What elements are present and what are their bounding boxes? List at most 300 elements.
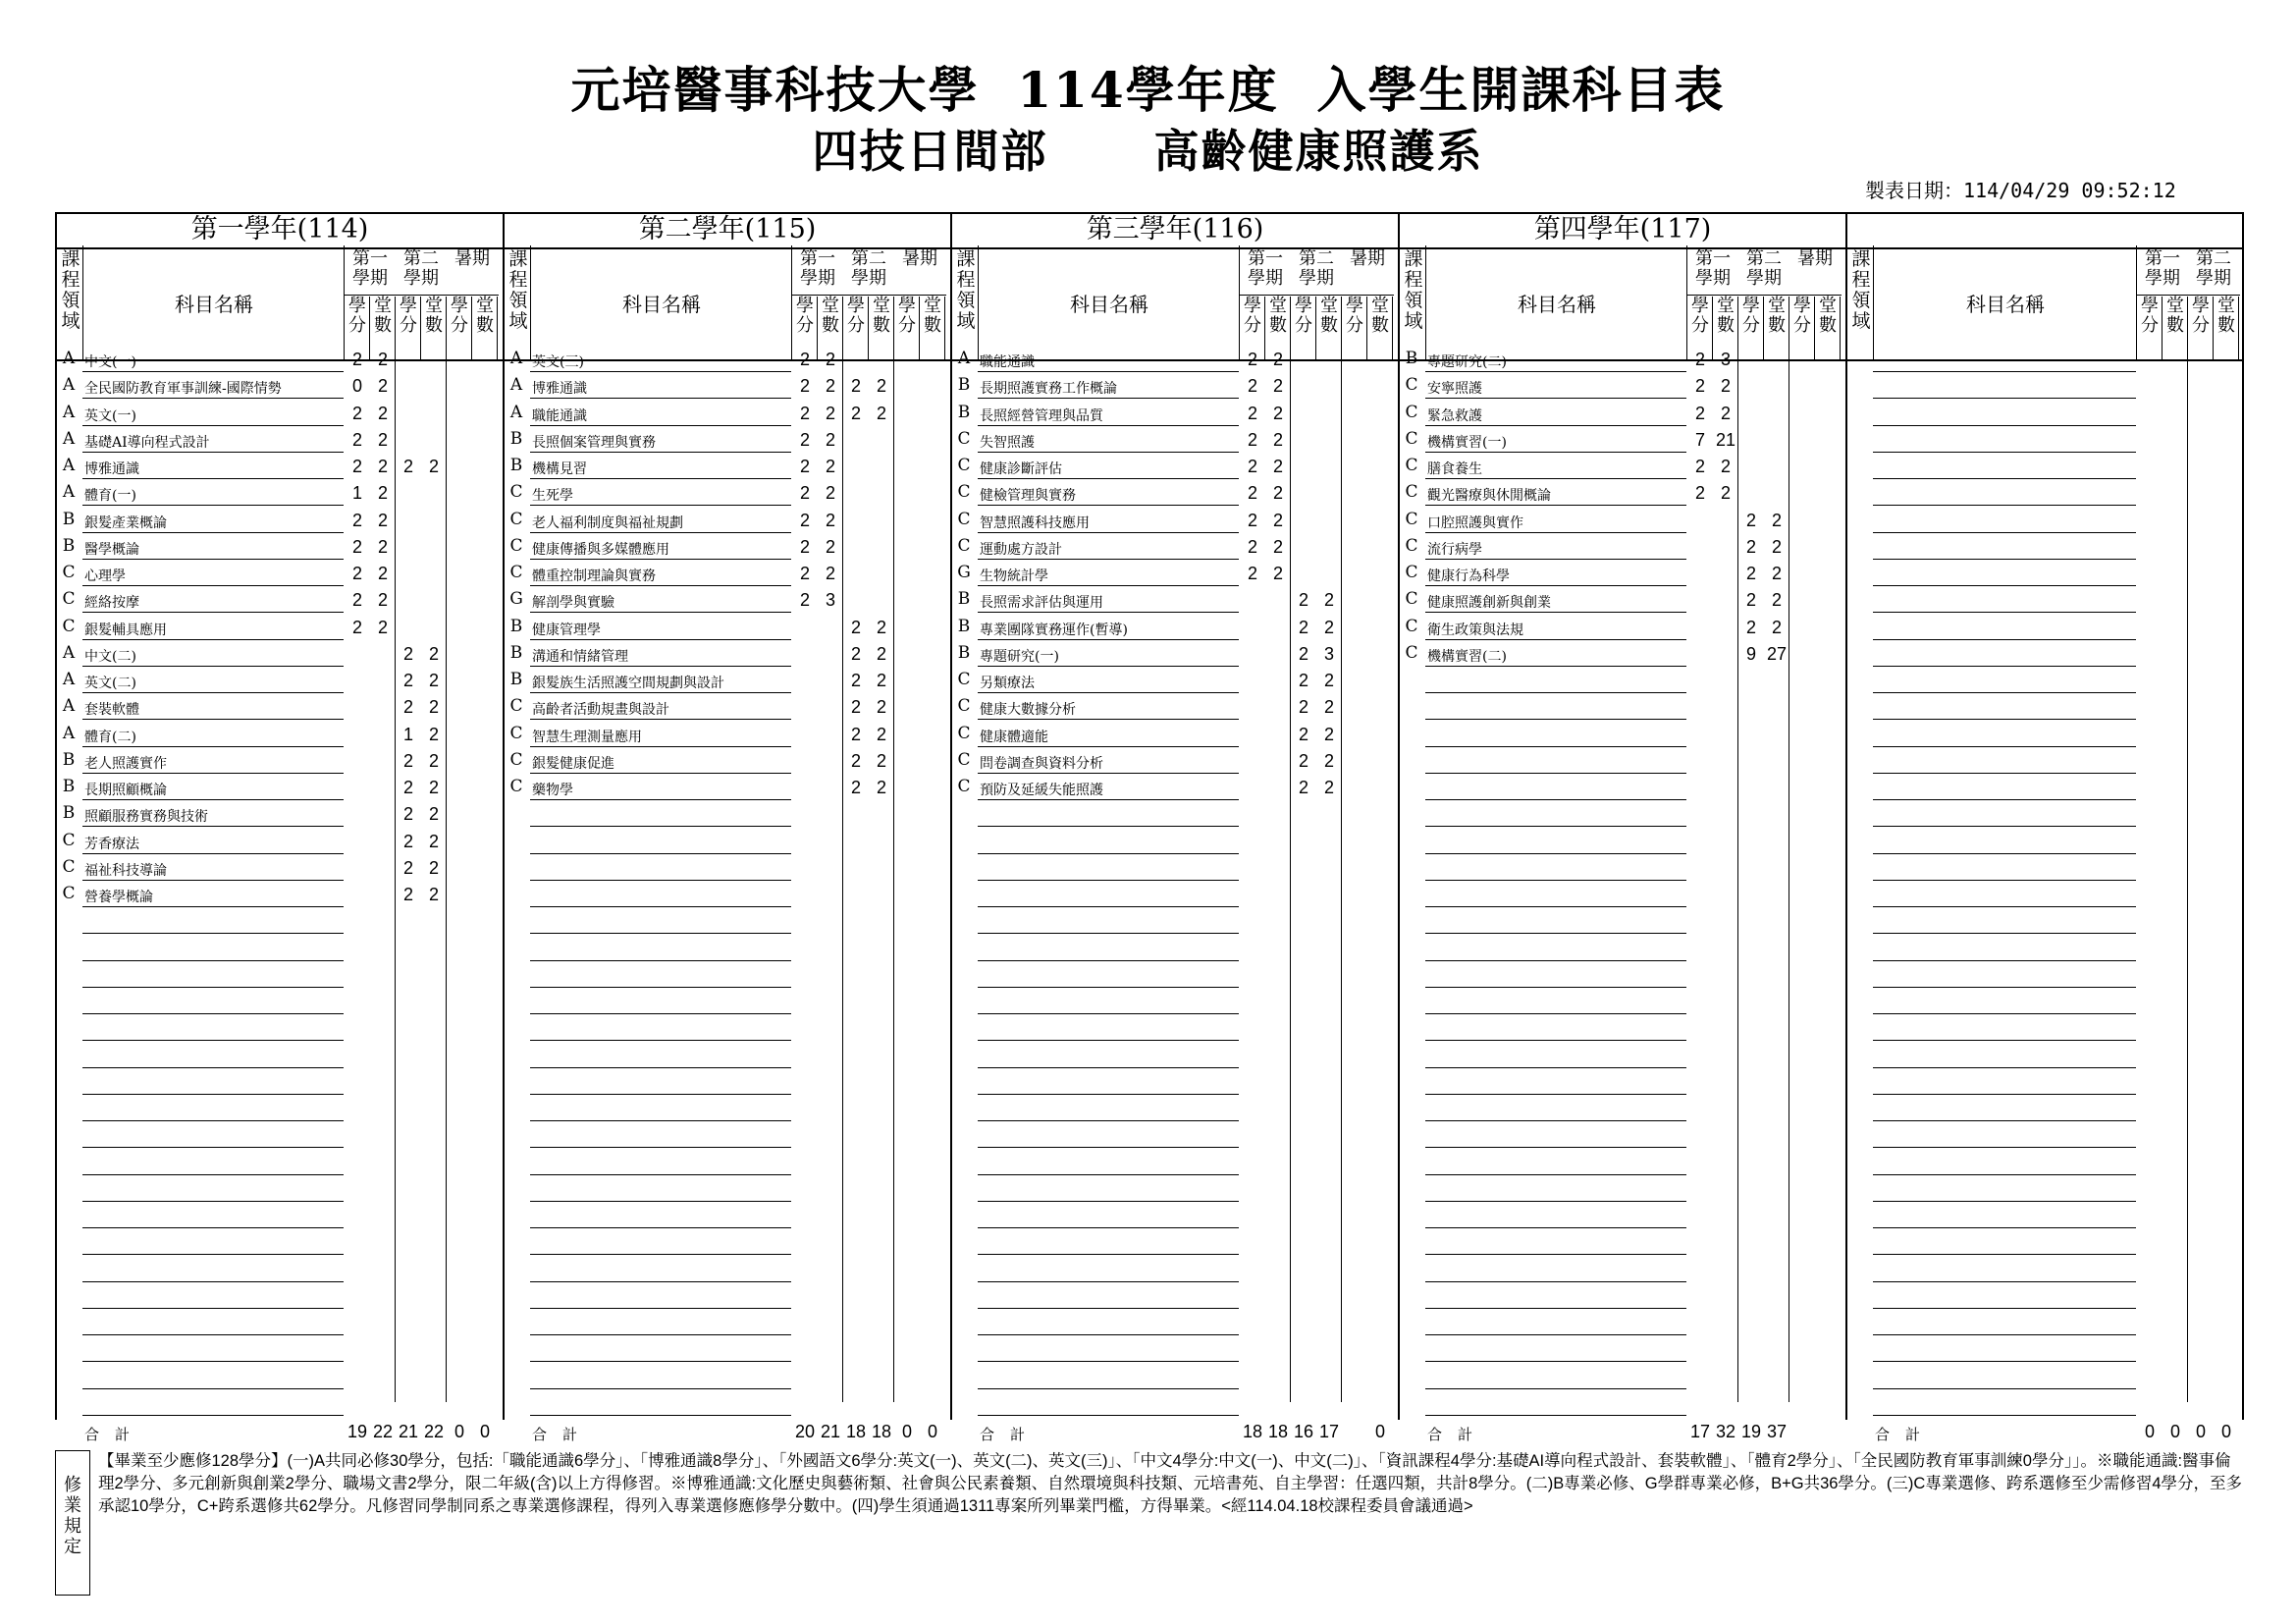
unit-header: 學 分 bbox=[1244, 296, 1261, 336]
course-domain: A bbox=[62, 723, 76, 743]
course-domain: C bbox=[62, 856, 76, 877]
course-value: 2 bbox=[428, 724, 439, 744]
table-row bbox=[952, 828, 1239, 854]
table-row bbox=[57, 961, 344, 988]
course-value: 2 bbox=[1247, 350, 1257, 369]
course-value: 2 bbox=[876, 671, 886, 690]
semester-header: 第一 學期 bbox=[352, 248, 388, 289]
total-row bbox=[57, 1418, 490, 1444]
course-value: 2 bbox=[850, 750, 861, 771]
course-name: 生物統計學 bbox=[980, 568, 1048, 584]
course-value: 2 bbox=[351, 403, 362, 423]
course-value: 2 bbox=[1745, 617, 1756, 637]
year-block bbox=[1398, 212, 1845, 1443]
table-row bbox=[57, 1121, 344, 1148]
table-row bbox=[57, 372, 388, 399]
table-row bbox=[1847, 693, 2136, 720]
course-domain: B bbox=[62, 509, 76, 529]
course-value: 2 bbox=[1720, 457, 1731, 476]
course-domain: C bbox=[62, 830, 76, 850]
table-row bbox=[1400, 614, 1782, 640]
total-value: 16 bbox=[1293, 1422, 1314, 1441]
course-value: 2 bbox=[1720, 483, 1731, 504]
unit-header: 學 分 bbox=[451, 296, 468, 336]
year-block bbox=[950, 212, 1398, 1443]
course-value: 2 bbox=[1298, 750, 1308, 771]
unit-divider bbox=[395, 361, 396, 1402]
domain-header: 課 程 領 域 bbox=[508, 248, 528, 332]
semester-header: 第一 學期 bbox=[1248, 248, 1283, 289]
year-header bbox=[1847, 212, 2242, 249]
table-row bbox=[505, 1202, 791, 1228]
course-value: 2 bbox=[351, 510, 362, 530]
course-domain: A bbox=[62, 696, 76, 717]
course-name: 博雅通識 bbox=[84, 461, 139, 477]
column-divider bbox=[944, 297, 945, 361]
course-domain: A bbox=[62, 482, 76, 503]
table-row bbox=[1400, 721, 1686, 747]
column-divider bbox=[1814, 297, 1815, 361]
course-domain: C bbox=[509, 749, 523, 770]
course-value: 2 bbox=[1771, 510, 1782, 530]
total-value: 0 bbox=[454, 1422, 464, 1441]
column-divider bbox=[978, 245, 979, 361]
course-domain: C bbox=[509, 482, 523, 503]
table-row bbox=[952, 1282, 1239, 1309]
table-row bbox=[952, 988, 1239, 1014]
course-value: 2 bbox=[377, 457, 388, 476]
table-row bbox=[952, 1256, 1239, 1282]
table-row bbox=[505, 614, 886, 640]
course-value: 2 bbox=[1720, 403, 1731, 423]
course-value: 2 bbox=[799, 483, 810, 504]
course-name: 健康診斷評估 bbox=[980, 461, 1062, 477]
course-name: 健康傳播與多媒體應用 bbox=[532, 541, 669, 558]
table-row bbox=[1847, 907, 2136, 934]
unit-header: 堂 數 bbox=[425, 296, 443, 336]
course-name: 解剖學與實驗 bbox=[532, 595, 614, 612]
table-row bbox=[57, 1335, 344, 1362]
course-value: 2 bbox=[428, 804, 439, 825]
table-row bbox=[1847, 1068, 2136, 1095]
course-value: 2 bbox=[377, 510, 388, 530]
column-divider bbox=[1763, 297, 1764, 361]
table-row bbox=[1400, 507, 1782, 533]
column-divider bbox=[82, 245, 83, 361]
course-value: 27 bbox=[1766, 643, 1788, 664]
course-name: 中文(一) bbox=[84, 354, 136, 370]
table-row bbox=[57, 1095, 344, 1121]
course-domain: C bbox=[509, 535, 523, 556]
table-row bbox=[1400, 1309, 1686, 1335]
course-name: 智慧生理測量應用 bbox=[532, 729, 642, 745]
course-name: 英文(二) bbox=[84, 676, 136, 691]
table-row bbox=[952, 854, 1239, 881]
course-value: 2 bbox=[1771, 617, 1782, 637]
table-row bbox=[57, 747, 439, 774]
table-row bbox=[1847, 507, 2136, 533]
table-row bbox=[57, 586, 388, 613]
course-value: 2 bbox=[825, 429, 835, 450]
course-name: 失智照護 bbox=[980, 434, 1035, 451]
course-value: 2 bbox=[1694, 376, 1705, 397]
table-row bbox=[1847, 586, 2136, 613]
course-value: 2 bbox=[1745, 536, 1756, 557]
table-row bbox=[1847, 800, 2136, 827]
course-name: 老人照護實作 bbox=[84, 755, 167, 772]
course-name: 照顧服務實務與技術 bbox=[84, 809, 208, 826]
course-value: 2 bbox=[1298, 671, 1308, 690]
column-divider bbox=[420, 297, 421, 361]
table-row bbox=[952, 346, 1283, 372]
table-row bbox=[505, 507, 835, 533]
course-value: 21 bbox=[1715, 429, 1736, 450]
course-domain: B bbox=[957, 402, 971, 422]
course-value: 2 bbox=[1298, 724, 1308, 744]
total-value: 18 bbox=[845, 1422, 867, 1441]
course-value: 2 bbox=[402, 857, 413, 878]
course-value: 2 bbox=[1745, 510, 1756, 530]
unit-header: 學 分 bbox=[2141, 296, 2159, 336]
course-domain: B bbox=[509, 670, 523, 689]
column-divider bbox=[1290, 297, 1291, 361]
column-divider bbox=[1737, 297, 1738, 361]
column-divider bbox=[1239, 245, 1240, 361]
column-divider bbox=[919, 297, 920, 361]
column-divider bbox=[497, 297, 498, 361]
semester-header: 暑期 bbox=[1350, 248, 1385, 269]
course-value: 2 bbox=[1720, 376, 1731, 397]
course-name: 智慧照護科技應用 bbox=[980, 514, 1090, 531]
course-value: 2 bbox=[402, 643, 413, 664]
unit-divider bbox=[2187, 361, 2188, 1402]
row-underline bbox=[978, 1415, 1239, 1416]
table-row bbox=[1847, 1363, 2136, 1389]
table-row bbox=[1400, 400, 1731, 426]
total-value: 22 bbox=[423, 1422, 445, 1441]
course-domain: C bbox=[1405, 402, 1418, 422]
course-value: 2 bbox=[1298, 643, 1308, 664]
table-row bbox=[952, 400, 1283, 426]
course-value: 2 bbox=[377, 350, 388, 369]
course-value: 2 bbox=[377, 483, 388, 504]
unit-header: 學 分 bbox=[847, 296, 865, 336]
course-value: 2 bbox=[876, 750, 886, 771]
table-row bbox=[1400, 1014, 1686, 1041]
table-row bbox=[57, 1202, 344, 1228]
semester-header: 第一 學期 bbox=[2145, 248, 2180, 289]
table-row bbox=[57, 693, 439, 720]
table-row bbox=[952, 935, 1239, 961]
course-domain: B bbox=[957, 375, 971, 396]
table-row bbox=[1400, 854, 1686, 881]
table-row bbox=[1847, 828, 2136, 854]
page-title: 元培醫事科技大學 114學年度 入學生開課科目表 bbox=[570, 61, 1726, 119]
course-name: 緊急救護 bbox=[1427, 407, 1482, 424]
course-domain: C bbox=[62, 589, 76, 610]
unit-header: 堂 數 bbox=[1819, 296, 1837, 336]
table-row bbox=[57, 1042, 344, 1068]
course-value: 2 bbox=[1771, 536, 1782, 557]
course-domain: B bbox=[62, 535, 76, 556]
table-row bbox=[952, 614, 1334, 640]
course-value: 2 bbox=[1745, 564, 1756, 583]
total-value: 22 bbox=[372, 1422, 394, 1441]
course-name: 中文(二) bbox=[84, 648, 136, 665]
course-value: 2 bbox=[1323, 671, 1334, 690]
table-row bbox=[1847, 721, 2136, 747]
course-value: 2 bbox=[825, 376, 835, 397]
course-value: 2 bbox=[825, 403, 835, 423]
total-value: 0 bbox=[2169, 1422, 2180, 1441]
table-row bbox=[952, 586, 1334, 613]
course-domain: A bbox=[62, 428, 76, 449]
course-domain: C bbox=[509, 563, 523, 582]
total-value: 18 bbox=[871, 1422, 892, 1441]
course-name: 心理學 bbox=[84, 568, 126, 584]
column-divider bbox=[1425, 245, 1426, 361]
total-value: 19 bbox=[347, 1422, 368, 1441]
column-divider bbox=[1366, 297, 1367, 361]
rules-label-text: 修 業 規 定 bbox=[64, 1475, 81, 1557]
rules-label bbox=[55, 1450, 90, 1596]
total-row bbox=[505, 1418, 937, 1444]
course-name: 體育(一) bbox=[84, 488, 136, 505]
table-row bbox=[1847, 1042, 2136, 1068]
semester-header: 第二 學期 bbox=[851, 248, 886, 289]
column-divider bbox=[1686, 245, 1687, 361]
course-value: 0 bbox=[351, 376, 362, 397]
unit-header: 堂 數 bbox=[1717, 296, 1735, 336]
unit-divider bbox=[1290, 361, 1291, 1402]
course-value: 2 bbox=[799, 376, 810, 397]
course-domain: C bbox=[957, 749, 971, 770]
table-row bbox=[1847, 1175, 2136, 1202]
table-row bbox=[505, 1335, 791, 1362]
course-name: 職能通識 bbox=[532, 407, 587, 424]
total-value: 17 bbox=[1689, 1422, 1711, 1441]
course-name: 問卷調查與資料分析 bbox=[980, 755, 1103, 772]
table-row bbox=[952, 1363, 1239, 1389]
course-value: 2 bbox=[428, 671, 439, 690]
table-row bbox=[505, 453, 835, 479]
table-row bbox=[505, 1228, 791, 1255]
year-block bbox=[1845, 212, 2244, 1443]
course-name: 健康體適能 bbox=[980, 729, 1048, 745]
course-value: 2 bbox=[1323, 617, 1334, 637]
total-value: 18 bbox=[1242, 1422, 1263, 1441]
course-name: 另類療法 bbox=[980, 676, 1035, 691]
table-row bbox=[1847, 640, 2136, 667]
semester-header: 第二 學期 bbox=[2196, 248, 2231, 289]
course-name: 銀髮族生活照護空間規劃與設計 bbox=[532, 676, 724, 691]
table-row bbox=[952, 907, 1239, 934]
course-value: 2 bbox=[1247, 429, 1257, 450]
course-value: 2 bbox=[1272, 483, 1283, 504]
table-row bbox=[505, 640, 886, 667]
total-value: 19 bbox=[1740, 1422, 1762, 1441]
column-divider bbox=[530, 245, 531, 361]
table-row bbox=[505, 1068, 791, 1095]
course-value: 2 bbox=[1694, 483, 1705, 504]
course-value: 2 bbox=[402, 778, 413, 797]
unit-divider bbox=[893, 361, 894, 1402]
table-row bbox=[1400, 747, 1686, 774]
course-domain: B bbox=[62, 749, 76, 770]
course-domain: G bbox=[509, 589, 523, 610]
table-row bbox=[952, 1068, 1239, 1095]
course-value: 2 bbox=[850, 617, 861, 637]
course-name: 安寧照護 bbox=[1427, 381, 1482, 398]
table-row bbox=[1400, 426, 1736, 453]
header-divider bbox=[791, 295, 946, 296]
table-row bbox=[505, 747, 886, 774]
table-row bbox=[505, 1095, 791, 1121]
table-row bbox=[57, 453, 439, 479]
course-name: 健康照護創新與創業 bbox=[1427, 595, 1551, 612]
course-domain: C bbox=[1405, 642, 1418, 663]
column-divider bbox=[344, 245, 345, 361]
course-value: 2 bbox=[1247, 564, 1257, 583]
year-header: 第三學年(116) bbox=[952, 212, 1398, 249]
semester-header: 暑期 bbox=[902, 248, 937, 269]
course-domain: A bbox=[62, 670, 76, 689]
table-row bbox=[1400, 828, 1686, 854]
course-value: 2 bbox=[876, 724, 886, 744]
column-divider bbox=[1264, 297, 1265, 361]
table-row bbox=[1400, 1282, 1686, 1309]
course-domain: C bbox=[1405, 428, 1418, 449]
course-name: 膳食養生 bbox=[1427, 461, 1482, 477]
table-row bbox=[57, 1256, 344, 1282]
table-row bbox=[57, 1389, 344, 1416]
total-row bbox=[1847, 1418, 2231, 1444]
course-domain: C bbox=[1405, 456, 1418, 475]
course-name: 醫學概論 bbox=[84, 541, 139, 558]
semester-header: 第二 學期 bbox=[1299, 248, 1334, 289]
table-row bbox=[505, 426, 835, 453]
unit-header: 堂 數 bbox=[476, 296, 494, 336]
course-domain: C bbox=[509, 723, 523, 743]
course-value: 3 bbox=[825, 590, 835, 611]
course-value: 2 bbox=[850, 376, 861, 397]
table-row bbox=[57, 400, 388, 426]
course-value: 2 bbox=[428, 778, 439, 797]
course-domain: C bbox=[957, 777, 971, 796]
unit-divider bbox=[1341, 361, 1342, 1402]
year-header: 第四學年(117) bbox=[1400, 212, 1845, 249]
course-value: 2 bbox=[799, 350, 810, 369]
table-row bbox=[1847, 560, 2136, 586]
table-row bbox=[952, 800, 1239, 827]
course-value: 2 bbox=[428, 857, 439, 878]
course-value: 2 bbox=[1745, 590, 1756, 611]
course-name: 口腔照護與實作 bbox=[1427, 514, 1523, 531]
course-value: 1 bbox=[351, 483, 362, 504]
course-value: 2 bbox=[799, 403, 810, 423]
table-row bbox=[505, 1389, 791, 1416]
course-value: 2 bbox=[799, 457, 810, 476]
table-row bbox=[1400, 800, 1686, 827]
table-row bbox=[57, 479, 388, 506]
course-value: 2 bbox=[799, 536, 810, 557]
course-domain: C bbox=[1405, 375, 1418, 396]
course-value: 2 bbox=[351, 350, 362, 369]
total-row bbox=[952, 1418, 1385, 1444]
course-name: 套裝軟體 bbox=[84, 702, 139, 719]
course-name: 流行病學 bbox=[1427, 541, 1482, 558]
column-divider bbox=[2162, 297, 2163, 361]
column-divider bbox=[395, 297, 396, 361]
domain-header: 課 程 領 域 bbox=[1851, 248, 1871, 332]
course-value: 2 bbox=[402, 831, 413, 851]
semester-header: 第一 學期 bbox=[1695, 248, 1731, 289]
course-value: 2 bbox=[1247, 403, 1257, 423]
course-value: 2 bbox=[428, 885, 439, 904]
course-domain: B bbox=[62, 777, 76, 796]
course-name: 老人福利制度與福祉規劃 bbox=[532, 514, 683, 531]
course-domain: B bbox=[509, 456, 523, 475]
table-row bbox=[505, 693, 886, 720]
course-value: 2 bbox=[377, 403, 388, 423]
header-divider bbox=[1686, 295, 1842, 296]
table-row bbox=[57, 507, 388, 533]
domain-header: 課 程 領 域 bbox=[956, 248, 976, 332]
table-row bbox=[952, 1228, 1239, 1255]
course-name: 體育(二) bbox=[84, 729, 136, 745]
course-name: 英文(一) bbox=[84, 407, 136, 424]
total-value: 0 bbox=[2195, 1422, 2206, 1441]
total-value: 0 bbox=[2144, 1422, 2155, 1441]
course-value: 2 bbox=[825, 350, 835, 369]
course-name: 健康管理學 bbox=[532, 622, 601, 638]
column-divider bbox=[868, 297, 869, 361]
course-name: 機構見習 bbox=[532, 461, 587, 477]
table-row bbox=[1847, 1282, 2136, 1309]
course-domain: C bbox=[509, 509, 523, 529]
table-row bbox=[952, 1014, 1239, 1041]
course-value: 9 bbox=[1745, 643, 1756, 664]
course-name: 長期照護實務工作概論 bbox=[980, 381, 1117, 398]
table-row bbox=[1847, 881, 2136, 907]
table-row bbox=[952, 1202, 1239, 1228]
course-name-header: 科目名稱 bbox=[1966, 293, 2045, 316]
course-value: 2 bbox=[850, 724, 861, 744]
total-value: 0 bbox=[927, 1422, 937, 1441]
course-value: 2 bbox=[1694, 403, 1705, 423]
total-label: 合計 bbox=[1875, 1426, 1937, 1443]
course-value: 2 bbox=[825, 536, 835, 557]
unit-header: 學 分 bbox=[1691, 296, 1709, 336]
course-value: 2 bbox=[799, 590, 810, 611]
table-row bbox=[1400, 1095, 1686, 1121]
column-divider bbox=[1341, 297, 1342, 361]
course-name: 長照經營管理與品質 bbox=[980, 407, 1103, 424]
table-row bbox=[505, 1014, 791, 1041]
course-domain: C bbox=[509, 696, 523, 717]
table-row bbox=[1847, 1121, 2136, 1148]
course-value: 2 bbox=[377, 536, 388, 557]
unit-header: 堂 數 bbox=[1269, 296, 1287, 336]
course-value: 2 bbox=[428, 750, 439, 771]
table-row bbox=[1400, 1042, 1686, 1068]
course-value: 2 bbox=[850, 697, 861, 718]
course-value: 2 bbox=[825, 457, 835, 476]
course-value: 2 bbox=[1247, 483, 1257, 504]
table-row bbox=[1400, 961, 1686, 988]
course-name: 銀髮健康促進 bbox=[532, 755, 614, 772]
column-divider bbox=[1840, 297, 1841, 361]
